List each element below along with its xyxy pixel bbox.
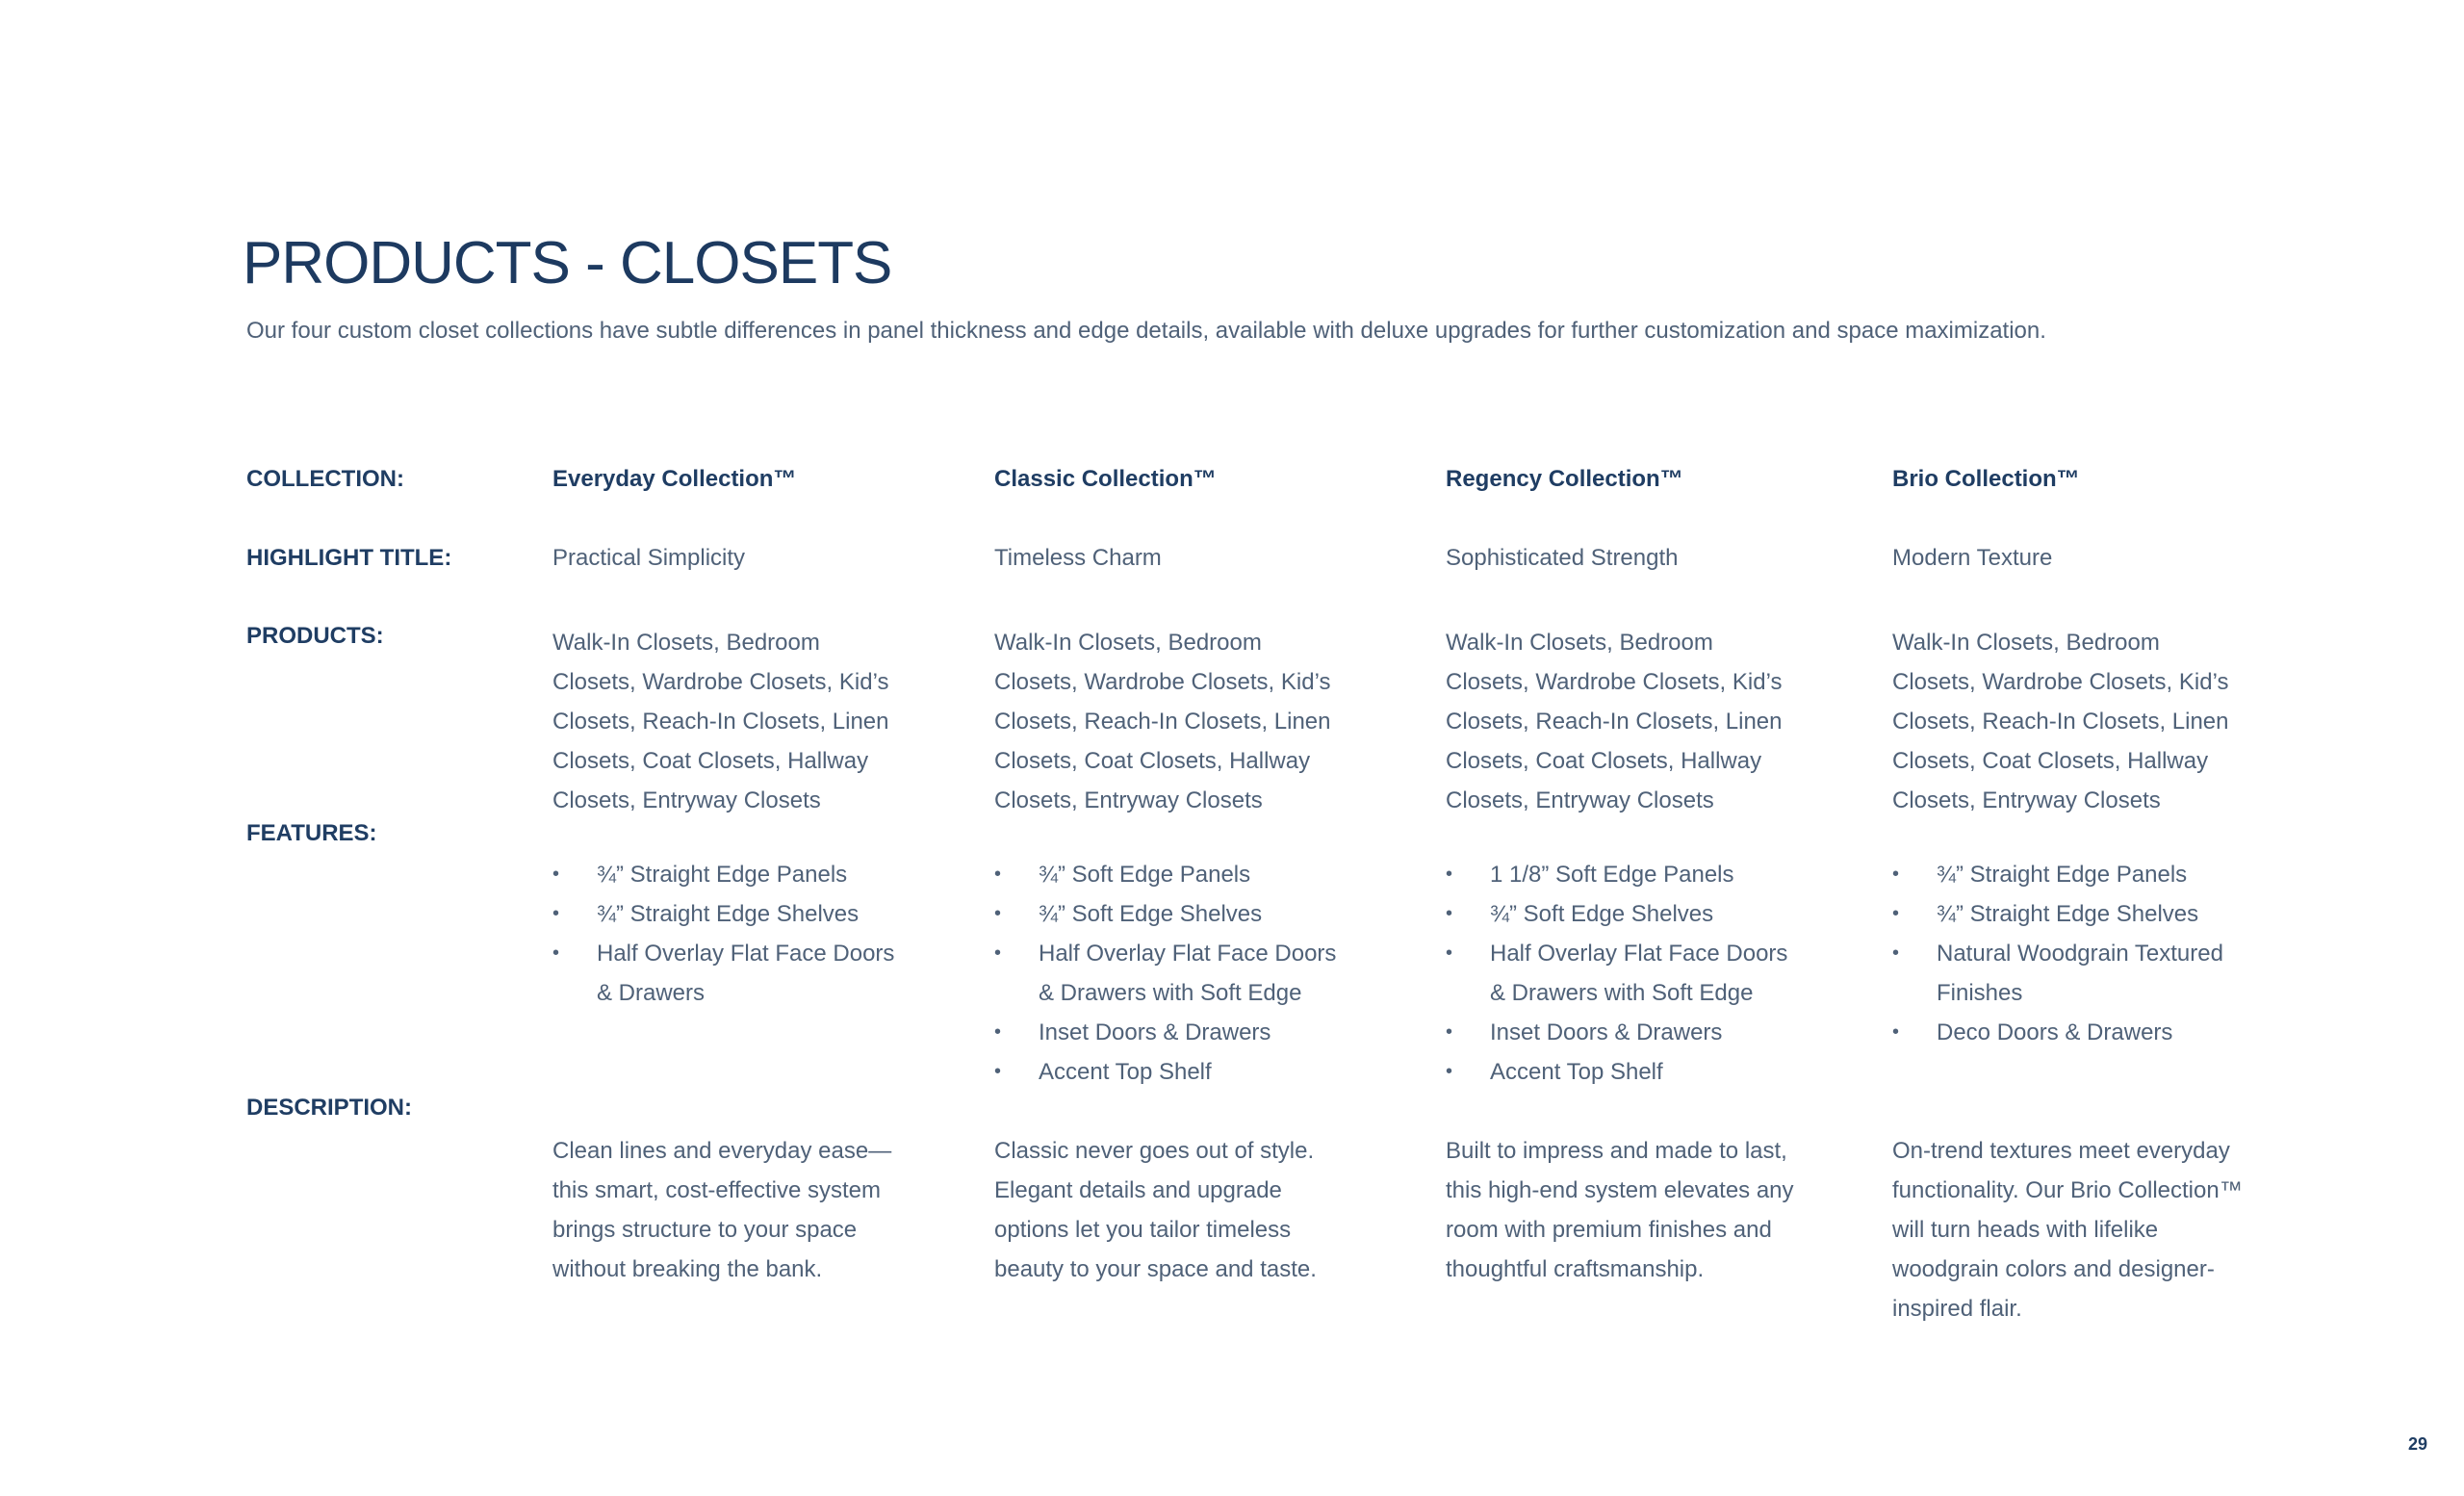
feature-item: • Half Overlay Flat Face Doors & Drawers [552, 934, 914, 1013]
bullet-icon: • [1446, 903, 1453, 924]
collection-name: Regency Collection™ [1446, 466, 1683, 492]
products-list: Walk-In Closets, Bedroom Closets, Wardrobe Closets, Kid’s Closets, Reach-In Closets, Linen Closets, Coat Closets, Hallway Closets, Entryway Closets [994, 630, 1331, 813]
highlight-title: Timeless Charm [994, 545, 1162, 571]
bullet-icon: • [994, 903, 1002, 924]
label-collection: COLLECTION: [246, 466, 404, 492]
description-text: Clean lines and everyday ease—this smart, cost-effective system brings structure to your space without breaking the bank. [552, 1138, 892, 1282]
bullet-icon: • [994, 1021, 1002, 1043]
feature-item: • Inset Doors & Drawers [994, 1013, 1379, 1052]
feature-item: • ¾” Soft Edge Panels [994, 855, 1379, 894]
feature-item: • Half Overlay Flat Face Doors & Drawers with Soft Edge [994, 934, 1356, 1013]
feature-item: • 1 1/8” Soft Edge Panels [1446, 855, 1831, 894]
collection-name: Classic Collection™ [994, 466, 1217, 492]
products-list: Walk-In Closets, Bedroom Closets, Wardrobe Closets, Kid’s Closets, Reach-In Closets, Linen Closets, Coat Closets, Hallway Closets, Entryway Closets [552, 630, 889, 813]
bullet-icon: • [1892, 942, 1900, 964]
description-text: On-trend textures meet everyday functionality. Our Brio Collection™ will turn heads with lifelike woodgrain colors and designer-inspired flair. [1892, 1138, 2243, 1322]
feature-item: • ¾” Soft Edge Shelves [994, 894, 1379, 934]
collection-name: Brio Collection™ [1892, 466, 2080, 492]
page-title: PRODUCTS - CLOSETS [243, 230, 892, 297]
bullet-icon: • [1892, 864, 1900, 885]
highlight-title: Practical Simplicity [552, 545, 746, 571]
bullet-icon: • [994, 942, 1002, 964]
feature-item: • Deco Doors & Drawers [1892, 1013, 2277, 1052]
feature-item: • Accent Top Shelf [994, 1052, 1379, 1092]
bullet-icon: • [1446, 942, 1453, 964]
features-list [1892, 855, 2277, 1052]
feature-item: • Half Overlay Flat Face Doors & Drawers with Soft Edge [1446, 934, 1808, 1013]
feature-item: • ¾” Straight Edge Panels [552, 855, 937, 894]
label-features: FEATURES: [246, 820, 377, 846]
label-highlight-title: HIGHLIGHT TITLE: [246, 545, 452, 571]
bullet-icon: • [1892, 1021, 1900, 1043]
bullet-icon: • [1446, 1021, 1453, 1043]
bullet-icon: • [552, 942, 560, 964]
label-products: PRODUCTS: [246, 623, 384, 649]
highlight-title: Modern Texture [1892, 545, 2053, 571]
features-list [1446, 855, 1831, 1092]
bullet-icon: • [994, 1061, 1002, 1082]
bullet-icon: • [1446, 1061, 1453, 1082]
collection-name: Everyday Collection™ [552, 466, 797, 492]
description-text: Classic never goes out of style. Elegant details and upgrade options let you tailor timeless beauty to your space and taste. [994, 1138, 1317, 1282]
products-list: Walk-In Closets, Bedroom Closets, Wardrobe Closets, Kid’s Closets, Reach-In Closets, Linen Closets, Coat Closets, Hallway Closets, Entryway Closets [1892, 630, 2229, 813]
highlight-title: Sophisticated Strength [1446, 545, 1679, 571]
intro-text: Our four custom closet collections have subtle differences in panel thickness and edge details, available with deluxe upgrades for further customization and space maximization. [246, 318, 2046, 344]
bullet-icon: • [1446, 864, 1453, 885]
features-list [552, 855, 937, 1013]
bullet-icon: • [552, 864, 560, 885]
description-text: Built to impress and made to last, this high-end system elevates any room with premium finishes and thoughtful craftsmanship. [1446, 1138, 1794, 1282]
feature-item: • Natural Woodgrain Textured Finishes [1892, 934, 2283, 1013]
feature-item: • ¾” Straight Edge Shelves [1892, 894, 2277, 934]
feature-item: • ¾” Straight Edge Panels [1892, 855, 2277, 894]
feature-item: • Accent Top Shelf [1446, 1052, 1831, 1092]
feature-item: • ¾” Soft Edge Shelves [1446, 894, 1831, 934]
feature-item: • Inset Doors & Drawers [1446, 1013, 1831, 1052]
products-list: Walk-In Closets, Bedroom Closets, Wardrobe Closets, Kid’s Closets, Reach-In Closets, Linen Closets, Coat Closets, Hallway Closets, Entryway Closets [1446, 630, 1783, 813]
bullet-icon: • [994, 864, 1002, 885]
feature-item: • ¾” Straight Edge Shelves [552, 894, 937, 934]
bullet-icon: • [1892, 903, 1900, 924]
features-list [994, 855, 1379, 1092]
bullet-icon: • [552, 903, 560, 924]
page-number: 29 [2407, 1434, 2427, 1454]
label-description: DESCRIPTION: [246, 1095, 413, 1121]
